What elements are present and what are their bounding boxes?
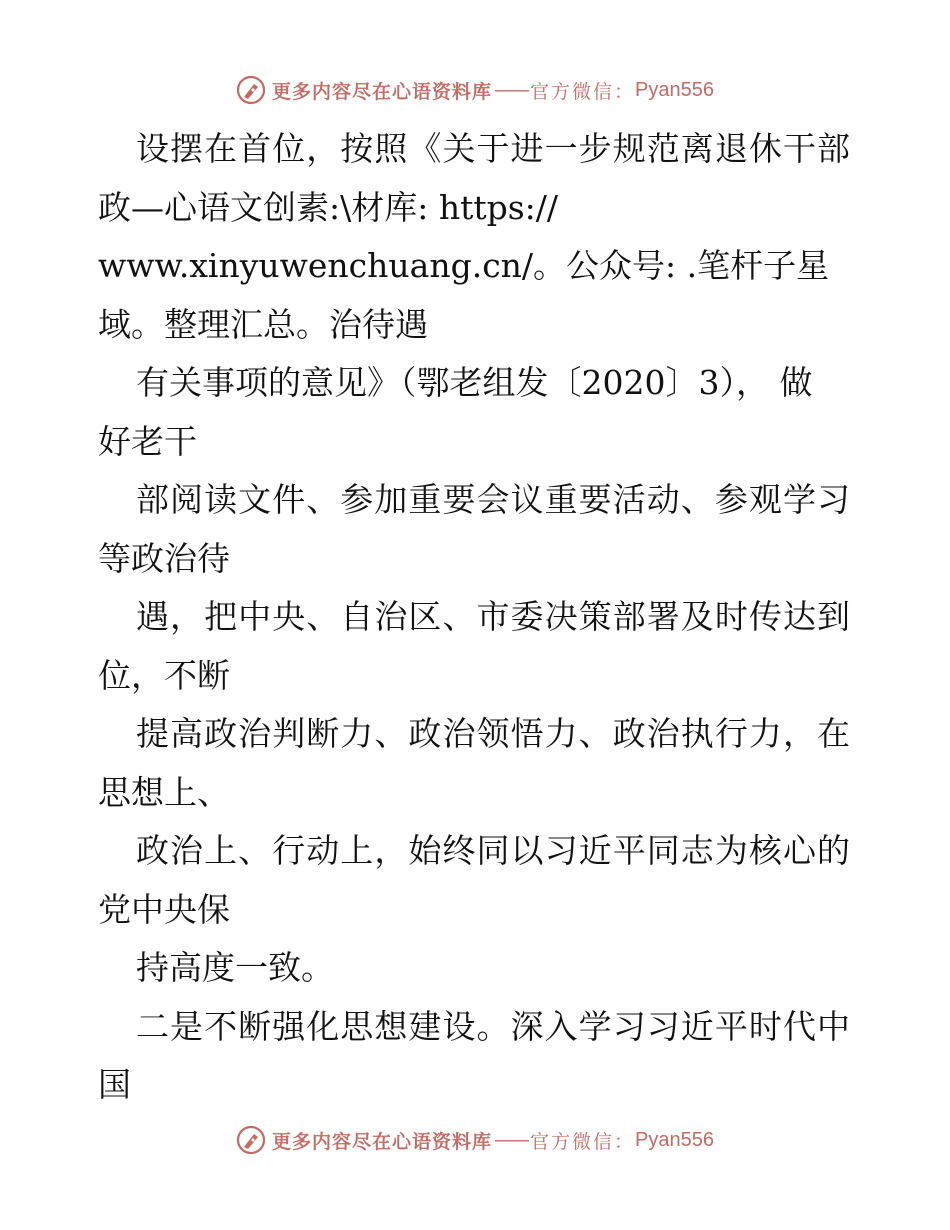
document-body [98, 120, 850, 1115]
watermark-banner-bottom [0, 1118, 950, 1162]
body-line-4: 域。整理汇总。治待遇 [98, 304, 428, 344]
pen-nib-logo-icon [236, 1125, 266, 1155]
body-line-9: 遇，把中央、自治区、市委决策部署及时传达到 [136, 597, 850, 636]
body-line-13: 政治上、行动上，始终同以习近平同志为核心的 [136, 831, 850, 870]
watermark-wechat-id: Pyan556 [635, 78, 714, 101]
body-line-10: 位，不断 [98, 655, 230, 695]
pen-nib-logo-icon [236, 75, 266, 105]
body-line-11: 提高政治判断力、政治领悟力、政治执行力，在 [136, 714, 850, 753]
body-line-15: 持高度一致。 [136, 948, 334, 987]
watermark-sub-text: 官方微信： [530, 1130, 636, 1153]
watermark-main-text: 更多内容尽在心语资料库 [272, 1130, 493, 1153]
body-line-16: 二是不断强化思想建设。深入学习习近平时代中 [136, 1006, 850, 1046]
watermark-dash: —— [494, 79, 529, 101]
body-line-2: 政—心语文创素:\材库: https:// [98, 187, 559, 227]
watermark-banner-top [0, 68, 950, 112]
watermark-sub-text: 官方微信： [530, 80, 636, 103]
body-line-14: 党中央保 [98, 889, 230, 929]
watermark-dash: —— [494, 1129, 529, 1151]
body-line-6: 好老干 [98, 421, 197, 461]
body-line-12: 思想上、 [98, 772, 230, 812]
body-line-1: 设摆在首位，按照《关于进一步规范离退休干部 [136, 129, 850, 168]
body-line-8: 等政治待 [98, 538, 230, 578]
body-line-5: 有关事项的意见》（鄂老组发〔2020〕3）， 做 [136, 363, 813, 402]
watermark-main-text: 更多内容尽在心语资料库 [272, 80, 493, 103]
body-line-7: 部阅读文件、参加重要会议重要活动、参观学习 [136, 480, 850, 519]
watermark-wechat-id: Pyan556 [635, 1128, 714, 1151]
body-line-17: 国 [98, 1065, 131, 1104]
body-line-3: www.xinyuwenchuang.cn/。公众号: .笔杆子星 [98, 246, 830, 285]
